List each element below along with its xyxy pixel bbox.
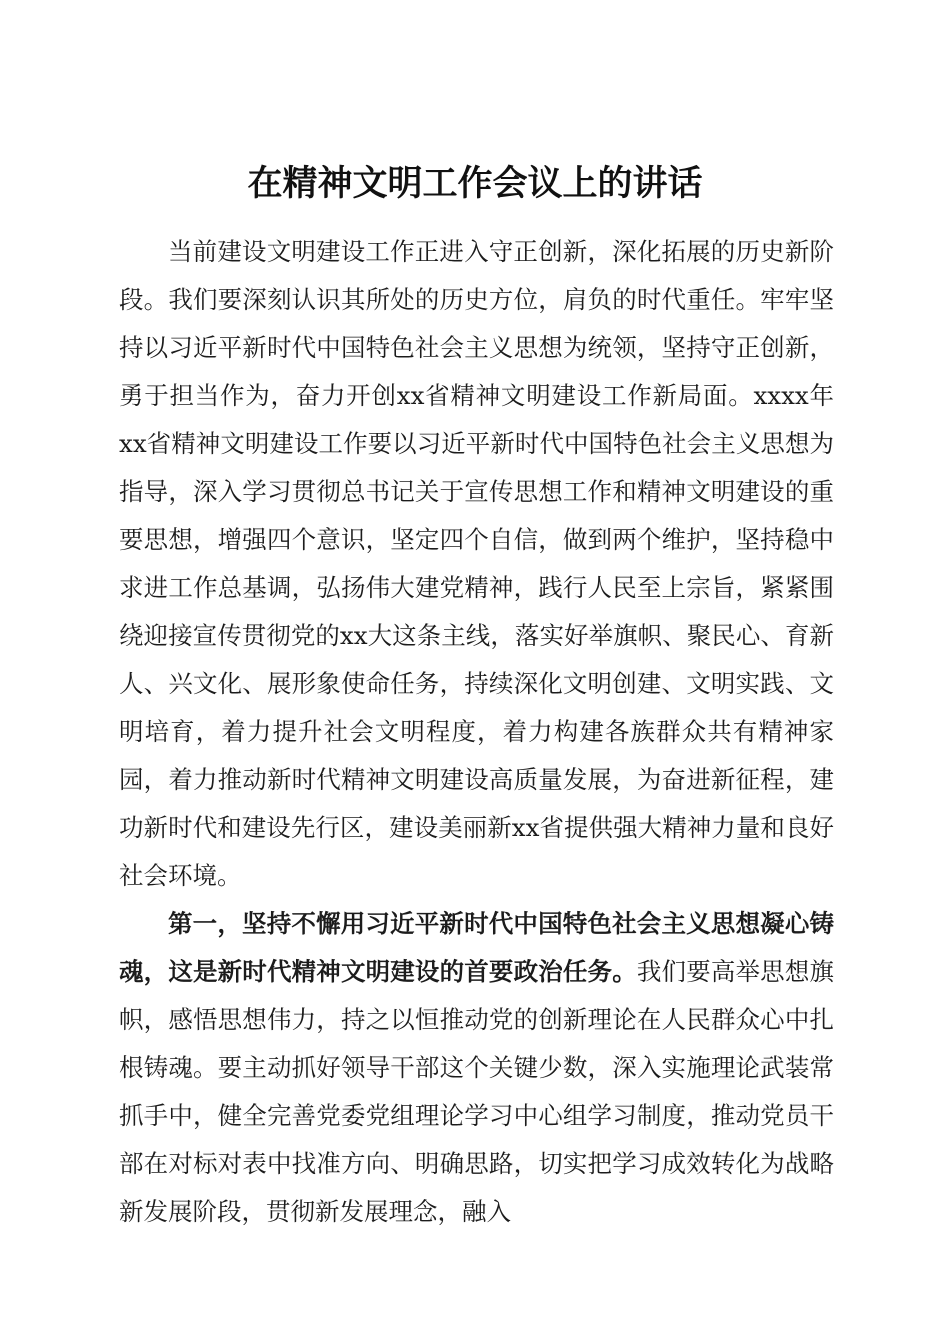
document-body (119, 228, 834, 1236)
paragraph-1: 当前建设文明建设工作正进入守正创新，深化拓展的历史新阶段。我们要深刻认识其所处的历史方位，肩负的时代重任。牢牢坚持以习近平新时代中国特色社会主义思想为统领，坚持守正创新，勇于担当作为，奋力开创xx省精神文明建设工作新局面。xxxx年xx省精神文明建设工作要以习近平新时代中国特色社会主义思想为指导，深入学习贯彻总书记关于宣传思想工作和精神文明建设的重要思想，增强四个意识，坚定四个自信，做到两个维护，坚持稳中求进工作总基调，弘扬伟大建党精神，践行人民至上宗旨，紧紧围绕迎接宣传贯彻党的xx大这条主线，落实好举旗帜、聚民心、育新人、兴文化、展形象使命任务，持续深化文明创建、文明实践、文明培育，着力提升社会文明程度，着力构建各族群众共有精神家园，着力推动新时代精神文明建设高质量发展，为奋进新征程，建功新时代和建设先行区，建设美丽新xx省提供强大精神力量和良好社会环境。 (119, 237, 834, 890)
document-title: 在精神文明工作会议上的讲话 (247, 163, 703, 205)
paragraph-2 (119, 900, 834, 1236)
paragraph-2-lead: 第一，坚持不懈用习近平新时代中国特色社会主义思想凝心铸魂，这是新时代精神文明建设的首要政治任务。 (119, 909, 834, 986)
paragraph-2-rest: 我们要高举思想旗帜，感悟思想伟力，持之以恒推动党的创新理论在人民群众心中扎根铸魂。要主动抓好领导干部这个关键少数，深入实施理论武装常抓手中，健全完善党委党组理论学习中心组学习制度，推动党员干部在对标对表中找准方向、明确思路，切实把学习成效转化为战略新发展阶段，贯彻新发展理念，融入 (119, 957, 834, 1226)
